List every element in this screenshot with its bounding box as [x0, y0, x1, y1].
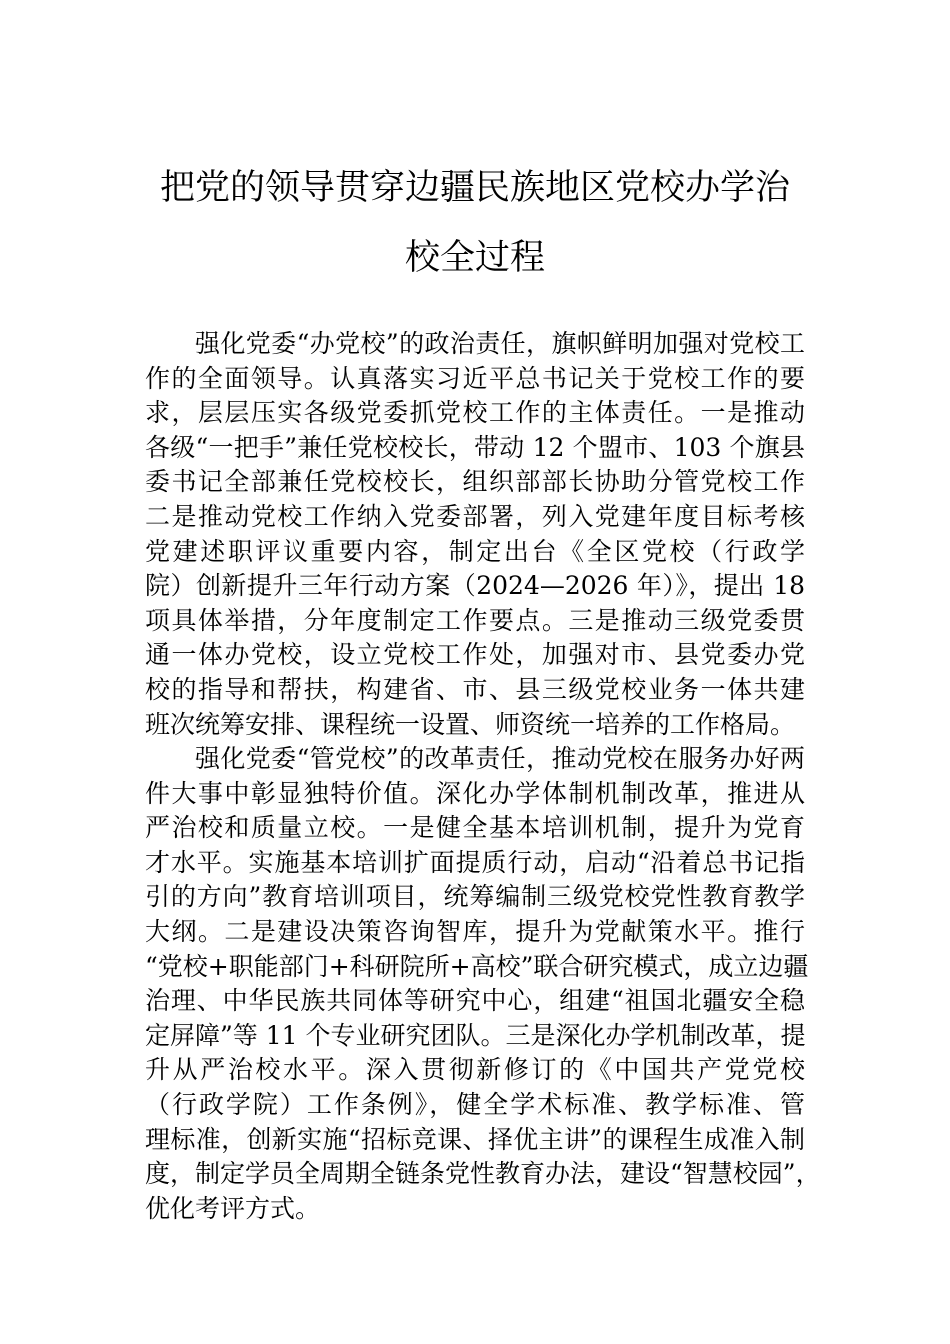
paragraph-line: “党校+职能部门+科研院所+高校”联合研究模式，成立边疆: [145, 951, 809, 981]
paragraph-line: 强化党委“办党校”的政治责任，旗帜鲜明加强对党校工: [195, 329, 805, 358]
paragraph-line: 党建述职评议重要内容，制定出台《全区党校（行政学: [145, 536, 805, 566]
paragraph-line: 才水平。实施基本培训扩面提质行动，启动“沿着总书记指: [145, 847, 805, 877]
paragraph-party-committee-responsibility: [145, 327, 805, 742]
paragraph-line: 通一体办党校，设立党校工作处，加强对市、县党委办党: [145, 640, 805, 670]
paragraph-line: 强化党委“管党校”的改革责任，推动党校在服务办好两: [195, 744, 805, 773]
document-title-line-1: 把党的领导贯穿边疆民族地区党校办学治: [159, 168, 790, 208]
paragraph-line: 定屏障”等 11 个专业研究团队。三是深化办学机制改革，提: [145, 1020, 806, 1050]
paragraph-line: 院）创新提升三年行动方案（2024—2026 年）》，提出 18: [145, 571, 805, 601]
paragraph-line: 委书记全部兼任党校校长，组织部部长协助分管党校工作: [145, 467, 805, 497]
paragraph-line: 升从严治校水平。深入贯彻新修订的《中国共产党党校: [145, 1055, 805, 1085]
paragraph-line: 项具体举措，分年度制定工作要点。三是推动三级党委贯: [145, 605, 805, 635]
paragraph-reform-responsibility: [145, 742, 821, 1226]
paragraph-line: 优化考评方式。: [145, 1193, 321, 1223]
paragraph-line: 度，制定学员全周期全链条党性教育办法，建设“智慧校园”，: [145, 1159, 821, 1189]
paragraph-line: 作的全面领导。认真落实习近平总书记关于党校工作的要: [145, 363, 805, 393]
paragraph-line: 校的指导和帮扶，构建省、市、县三级党校业务一体共建: [145, 674, 805, 704]
paragraph-line: 引的方向”教育培训项目，统筹编制三级党校党性教育教学: [145, 882, 805, 912]
paragraph-line: 各级“一把手”兼任党校校长，带动 12 个盟市、103 个旗县: [145, 432, 805, 462]
paragraph-line: （行政学院）工作条例》，健全学术标准、教学标准、管: [145, 1089, 805, 1119]
paragraph-line: 班次统筹安排、课程统一设置、师资统一培养的工作格局。: [145, 709, 796, 739]
paragraph-line: 大纲。二是建设决策咨询智库，提升为党献策水平。推行: [145, 916, 805, 946]
paragraph-line: 件大事中彰显独特价值。深化办学体制机制改革，推进从: [145, 778, 805, 808]
paragraph-line: 二是推动党校工作纳入党委部署，列入党建年度目标考核: [145, 501, 805, 531]
document-title-line-2: 校全过程: [404, 238, 545, 278]
paragraph-line: 理标准，创新实施“招标竞课、择优主讲”的课程生成准入制: [145, 1124, 805, 1154]
paragraph-line: 严治校和质量立校。一是健全基本培训机制，提升为党育: [145, 813, 805, 843]
paragraph-line: 治理、中华民族共同体等研究中心，组建“祖国北疆安全稳: [145, 986, 805, 1016]
paragraph-line: 求，层层压实各级党委抓党校工作的主体责任。一是推动: [145, 398, 805, 428]
